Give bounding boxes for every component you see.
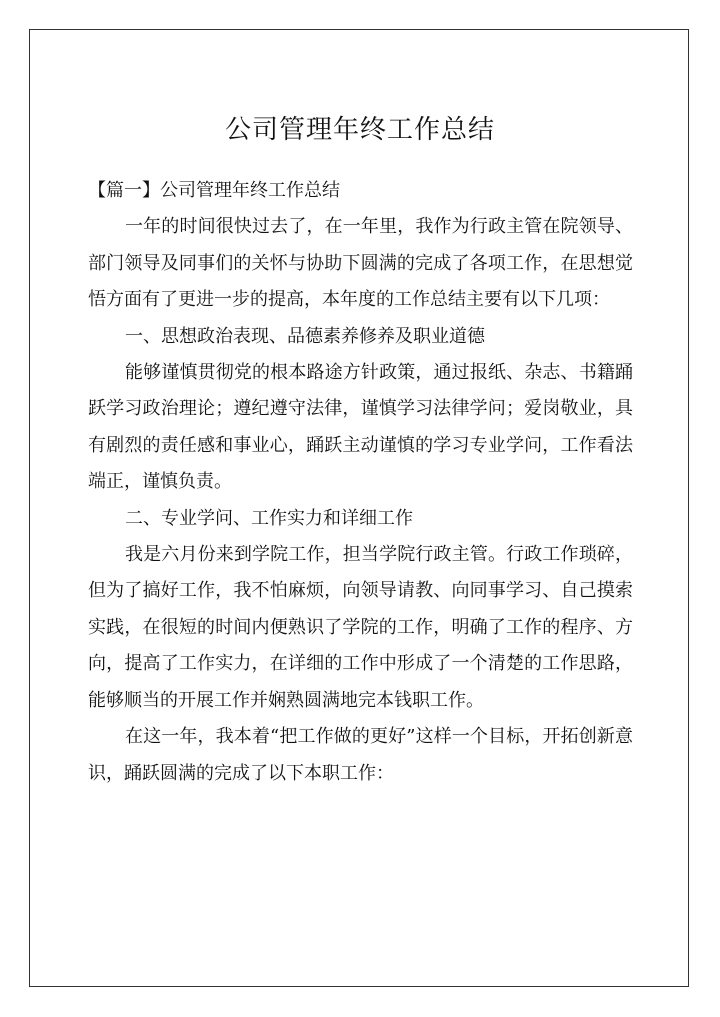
paragraph-ideology: 能够谨慎贯彻党的根本路途方针政策，通过报纸、杂志、书籍踊跃学习政治理论；遵纪遵守法律，谨慎学习法律学问；爱岗敬业，具有剧烈的责任感和事业心，踊跃主动谨慎的学习专业学问，工作看法端正，谨慎负责。 — [88, 362, 633, 493]
subheading-ideology: 一、思想政治表现、品德素养修养及职业道德 — [125, 325, 485, 347]
paragraph-intro: 一年的时间很快过去了，在一年里，我作为行政主管在院领导、部门领导及同事们的关怀与协助下圆满的完成了各项工作，在思想觉悟方面有了更进一步的提高，本年度的工作总结主要有以下几项： — [88, 216, 633, 311]
paragraph-goals: 在这一年，我本着“把工作做的更好”这样一个目标，开拓创新意识，踊跃圆满的完成了以下本职工作： — [88, 726, 633, 784]
document-title: 公司管理年终工作总结 — [224, 115, 495, 145]
subheading-professional: 二、专业学问、工作实力和详细工作 — [125, 507, 413, 529]
document-body — [88, 173, 633, 792]
paragraph-professional: 我是六月份来到学院工作，担当学院行政主管。行政工作琐碎，但为了搞好工作，我不怕麻烦，向领导请教、向同事学习、自己摸索实践，在很短的时间内便熟识了学院的工作，明确了工作的程序、方向，提高了工作实力，在详细的工作中形成了一个清楚的工作思路，能够顺当的开展工作并娴熟圆满地完本钱职工作。 — [88, 544, 633, 711]
section-heading: 【篇一】公司管理年终工作总结 — [88, 180, 340, 201]
